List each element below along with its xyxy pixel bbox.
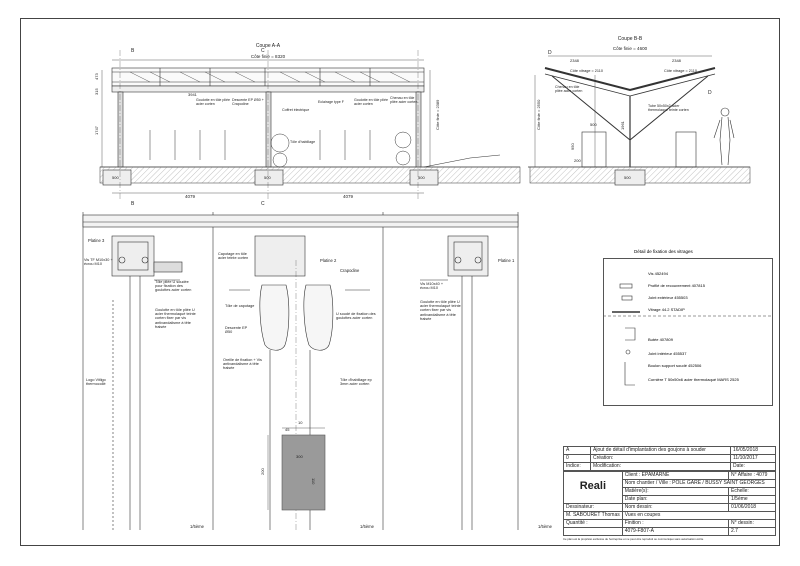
label-oreille: Oreille de fixation + Vis antivandalisme à tête fraisée bbox=[223, 358, 262, 371]
legend-item-1: Vis 452494 bbox=[648, 271, 668, 276]
bb-vitrage-left: Côte vitrage = 2110 bbox=[570, 69, 603, 73]
label-tole-capotage: Tôle de capotage bbox=[225, 304, 255, 308]
footer-note: Ce plan est la propriété exclusive de l'entreprise et ne peut être reproduit ou communiqué sans autorisation écrite bbox=[563, 537, 704, 541]
label-u-soude: U soudé de fixation des goulottes acier corten bbox=[336, 312, 376, 321]
vitrage-legend bbox=[603, 249, 773, 406]
plan-dim-300: 300 bbox=[296, 454, 303, 459]
bb-vitrage-right: Côte vitrage = 2110 bbox=[664, 69, 697, 73]
scale-2: 1/5ème bbox=[360, 524, 374, 529]
n-dessin: 4079-F807-A bbox=[622, 528, 728, 536]
rev-desc: Ajout de détail d'implantation des goujons à souder bbox=[591, 447, 731, 455]
aa-cote-side: Côte finie = 2389 bbox=[435, 99, 440, 130]
echelle: 1/5ème bbox=[729, 496, 776, 504]
bb-dim-950: 950 bbox=[570, 143, 575, 150]
note-coffret: Coffret électrique bbox=[282, 108, 310, 112]
chantier: Nom chantier / Ville : POLE GARE / BUSSY SAINT GEORGES bbox=[622, 480, 775, 488]
rev-desc: Création: bbox=[591, 455, 731, 463]
plan-detail bbox=[83, 212, 518, 530]
legend-item-7: Boulon support soudé 452506 bbox=[648, 363, 702, 368]
company-name: Reali bbox=[579, 480, 606, 492]
dessinateur: M. SABOURET Thomas bbox=[564, 512, 623, 520]
plan-dim-110: 110 bbox=[311, 478, 316, 485]
section-aa-cote: Côte finie = 8320 bbox=[250, 54, 286, 59]
legend-item-2: Profilé de recouvrement 407815 bbox=[648, 283, 705, 288]
echelle-label: Echelle: bbox=[729, 488, 776, 496]
legend-item-3: Joint extérieur 455503 bbox=[648, 295, 688, 300]
rev-ind: A bbox=[564, 447, 591, 455]
label-descente: Descente EP Ø50 bbox=[225, 326, 248, 335]
bb-note-left: Chenau en tôle pliée acier corten bbox=[555, 85, 583, 93]
note-descente: Descente EP Ø50 + Crapodine bbox=[232, 98, 264, 106]
axis-d-left: D bbox=[548, 50, 552, 56]
finition: Finition : bbox=[622, 520, 728, 528]
company-logo bbox=[564, 472, 623, 504]
label-crapodine: Crapodine bbox=[340, 268, 360, 273]
base-dim-1: 500 bbox=[112, 175, 119, 180]
date-plan-label: Date plan: bbox=[622, 496, 728, 504]
rev-ind-header: Indice: bbox=[564, 463, 591, 471]
bb-dim-1961: 1961 bbox=[620, 121, 625, 130]
dessinateur-label: Dessinateur: bbox=[564, 504, 623, 512]
dim-4079-left: 4079 bbox=[184, 194, 196, 199]
axis-b-top: B bbox=[131, 48, 135, 54]
section-bb-cote: Côte finie = 4600 bbox=[612, 46, 648, 51]
rev-date-header: Date: bbox=[731, 463, 776, 471]
axis-b-bottom: B bbox=[131, 201, 135, 207]
rev-date: 16/05/2018 bbox=[731, 447, 776, 455]
date-plan: 01/06/2018 bbox=[729, 504, 776, 512]
affaire: N° Affaire : 4079 bbox=[729, 472, 776, 480]
bb-dim-right: 2348 bbox=[672, 58, 681, 63]
bb-dim-500b: 500 bbox=[624, 175, 631, 180]
scale-1: 1/5ème bbox=[190, 524, 204, 529]
rev-date: 11/10/2017 bbox=[731, 455, 776, 463]
legend-item-8: Cornière T 50x50x6 acier thermolaqué MARS 2525 bbox=[648, 377, 739, 382]
section-aa-title: Coupe A-A bbox=[255, 43, 281, 49]
label-goulotte-right: Goulotte en tôle pliée U acier thermolaqué teinte corten fixer par vis antivandalisme à tête fraisée bbox=[420, 300, 461, 321]
label-vis-m10: Vis M10x40 + écrou M10 bbox=[420, 282, 444, 291]
label-goulotte-left: Goulotte en tôle pliée U acier thermolaqué teinte corten fixer par vis antivandalisme à tête fraisée bbox=[155, 308, 196, 329]
dim-3941: 3941 bbox=[188, 92, 197, 97]
label-platine3: Platine 3 bbox=[88, 238, 105, 243]
legend-item-4: Vitrage 44.2 STADIP bbox=[648, 307, 685, 312]
axis-c-bottom: C bbox=[261, 201, 265, 207]
matiere: Matière(s): bbox=[622, 488, 728, 496]
label-platine1: Platine 1 bbox=[498, 258, 515, 263]
base-dim-2: 500 bbox=[264, 175, 271, 180]
label-capotage: Capotage en tôle acier teinte corten bbox=[218, 252, 249, 261]
plan-dim-200: 200 bbox=[260, 468, 265, 475]
bb-note-tube: Tube 50x50x2 acier thermolaqué teinte corten bbox=[648, 104, 689, 112]
legend-item-6: Joint intérieur 455537 bbox=[648, 351, 687, 356]
scale-3: 1/5ème bbox=[538, 524, 552, 529]
section-bb bbox=[528, 56, 750, 185]
note-eclairage: Eclairage type F bbox=[318, 100, 344, 104]
nom-dessin: Vues en coupes bbox=[622, 512, 775, 520]
revision-header-row bbox=[564, 463, 776, 471]
section-bb-title: Coupe B-B bbox=[617, 36, 643, 42]
label-platine2: Platine 2 bbox=[320, 258, 337, 263]
dim-4079-right: 4079 bbox=[342, 194, 354, 199]
dim-473: 473 bbox=[94, 73, 99, 80]
note-goulotte-left: Goulotte en tôle pliée acier corten bbox=[196, 98, 230, 106]
n-dessin-label: N° dessin: bbox=[729, 520, 776, 528]
label-tole-habillage: Tôle d'habillage ep 3mm acier corten bbox=[340, 378, 372, 387]
note-chenau: Chenau en tôle pliée acier corten bbox=[390, 96, 418, 104]
dim-315: 315 bbox=[94, 88, 99, 95]
label-tole-u-left: Tôle pliée U soudée pour fixation des goulottes acier corten bbox=[155, 280, 192, 293]
plan-dim-10: 10 bbox=[298, 420, 303, 425]
title-block bbox=[563, 446, 776, 541]
bb-dim-left: 2348 bbox=[570, 58, 579, 63]
axis-c-top: C bbox=[261, 48, 265, 54]
legend-item-5: Butée 407809 bbox=[648, 337, 673, 342]
revision-row bbox=[564, 447, 776, 455]
rev-ind: 0 bbox=[564, 455, 591, 463]
legend-title: Détail de fixation des vitrages bbox=[634, 249, 693, 254]
bb-dim-500: 500 bbox=[590, 122, 597, 127]
bb-dim-200: 200 bbox=[574, 158, 581, 163]
quantite: Quantité : bbox=[564, 520, 623, 528]
revision-row bbox=[564, 455, 776, 463]
nom-dessin-label: Nom dessin: bbox=[622, 504, 728, 512]
base-dim-3: 500 bbox=[418, 175, 425, 180]
axis-d-right: D bbox=[708, 90, 712, 96]
bb-cote-side: Côte finie = 2550 bbox=[536, 99, 541, 130]
label-vis-tf: Vis TF M10x30 + écrou M10 bbox=[84, 258, 113, 267]
section-aa bbox=[100, 50, 520, 200]
folio: 2.7 bbox=[729, 528, 776, 536]
plan-dim-45: 45 bbox=[285, 427, 290, 432]
note-tole: Tôle d'habillage bbox=[290, 140, 316, 144]
rev-desc-header: Modification: bbox=[591, 463, 731, 471]
dim-1747: 1747 bbox=[94, 126, 99, 135]
label-logo: Logo Vitligo thermocollé bbox=[86, 378, 106, 387]
client: Client : EPAMARNE bbox=[622, 472, 728, 480]
note-goulotte-right: Goulotte en tôle pliée acier corten bbox=[354, 98, 388, 106]
